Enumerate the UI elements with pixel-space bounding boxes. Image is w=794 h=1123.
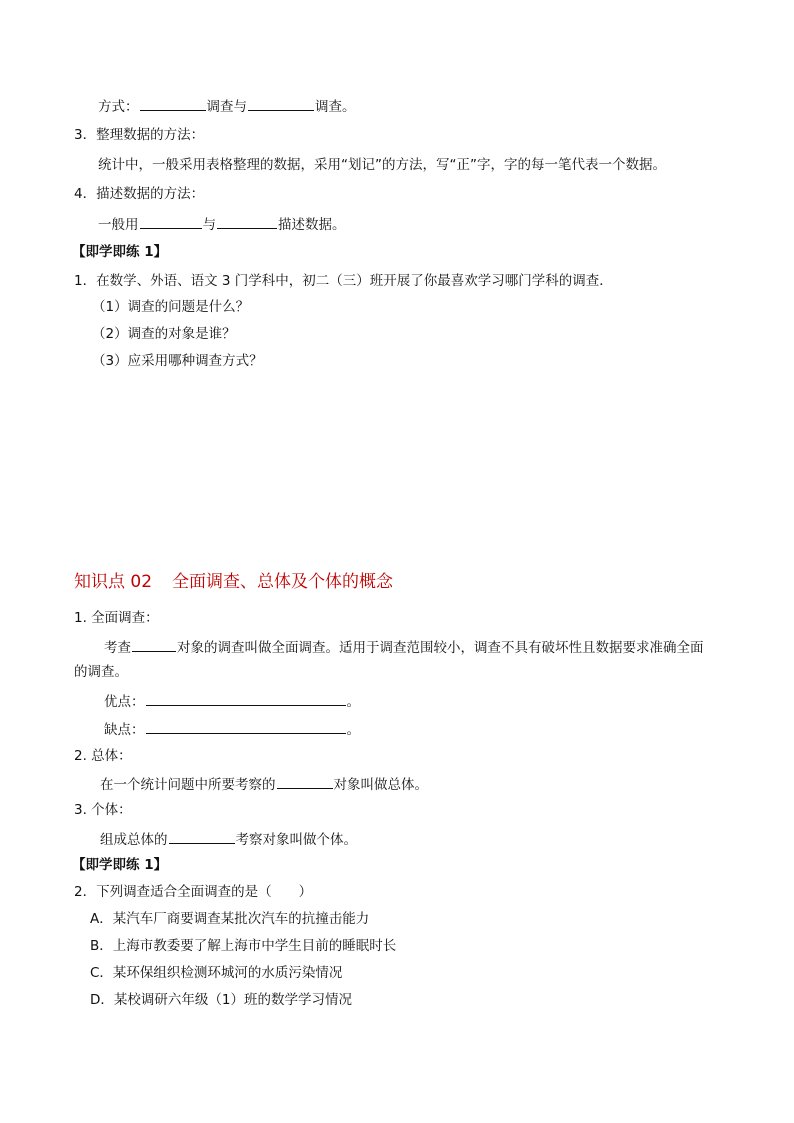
section-heading: [74, 571, 393, 593]
disadvantage-line: [104, 719, 360, 739]
method-suffix: 调查。: [315, 99, 356, 115]
item2-prefix: 在一个统计问题中所要考察的: [100, 777, 276, 793]
advantage-line: [104, 691, 360, 711]
option-a: A．某汽车厂商要调查某批次汽车的抗撞击能力: [90, 911, 370, 927]
blank-field: [140, 96, 206, 111]
item4-title: 4．描述数据的方法：: [74, 186, 205, 202]
item1-body: [104, 637, 704, 657]
blank-field: [169, 829, 235, 844]
item2-suffix: 对象叫做总体。: [333, 777, 428, 793]
question-1-sub-3: （3）应采用哪种调查方式？: [92, 353, 263, 369]
item1-body-cont: 的调查。: [74, 664, 128, 680]
item2-title: 2. 总体：: [74, 748, 132, 764]
method-line: [98, 96, 356, 116]
item4-body: [98, 214, 346, 234]
option-c: C．某环保组织检测环城河的水质污染情况: [90, 965, 343, 981]
advantage-end: 。: [346, 694, 360, 710]
blank-field: [146, 691, 346, 706]
item2-body: [100, 774, 428, 794]
question-2: 2．下列调查适合全面调查的是（ ）: [74, 884, 313, 900]
blank-field: [217, 214, 277, 229]
item4-prefix: 一般用: [98, 217, 139, 233]
practice-label: 【即学即练 1】: [72, 244, 168, 260]
method-prefix: 方式：: [98, 99, 139, 115]
option-d: D．某校调研六年级（1）班的数学学习情况: [90, 992, 352, 1008]
method-mid: 调查与: [206, 99, 247, 115]
practice-label-2: 【即学即练 1】: [72, 857, 168, 873]
question-1-sub-2: （2）调查的对象是谁？: [92, 326, 236, 342]
item1-title: 1. 全面调查：: [74, 610, 159, 626]
item3-title: 3．整理数据的方法：: [74, 127, 205, 143]
question-1-sub-1: （1）调查的问题是什么？: [92, 299, 250, 315]
item1-prefix: 考查: [104, 640, 131, 656]
blank-field: [140, 214, 202, 229]
blank-field: [132, 637, 176, 652]
disadvantage-end: 。: [346, 722, 360, 738]
item3-body: 统计中，一般采用表格整理的数据，采用“划记”的方法，写“正”字，字的每一笔代表一个数据。: [98, 157, 666, 173]
item3-body-s2: [100, 829, 357, 849]
item1-suffix: 对象的调查叫做全面调查。适用于调查范围较小，调查不具有破坏性且数据要求准确全面: [177, 640, 704, 656]
heading-title: 全面调查、总体及个体的概念: [172, 572, 394, 592]
blank-field: [277, 774, 333, 789]
item4-suffix: 描述数据。: [278, 217, 346, 233]
advantage-label: 优点：: [104, 694, 145, 710]
option-b: B．上海市教委要了解上海市中学生目前的睡眠时长: [90, 938, 397, 954]
blank-field: [146, 719, 346, 734]
blank-field: [248, 96, 314, 111]
item3-prefix: 组成总体的: [100, 832, 168, 848]
item3-suffix: 考察对象叫做个体。: [235, 832, 357, 848]
item4-mid: 与: [202, 217, 216, 233]
item3-title-s2: 3. 个体：: [74, 802, 132, 818]
disadvantage-label: 缺点：: [104, 722, 145, 738]
question-1: 1．在数学、外语、语文 3 门学科中，初二（三）班开展了你最喜欢学习哪门学科的调查．: [74, 273, 613, 289]
heading-number: 知识点 02: [74, 572, 153, 592]
